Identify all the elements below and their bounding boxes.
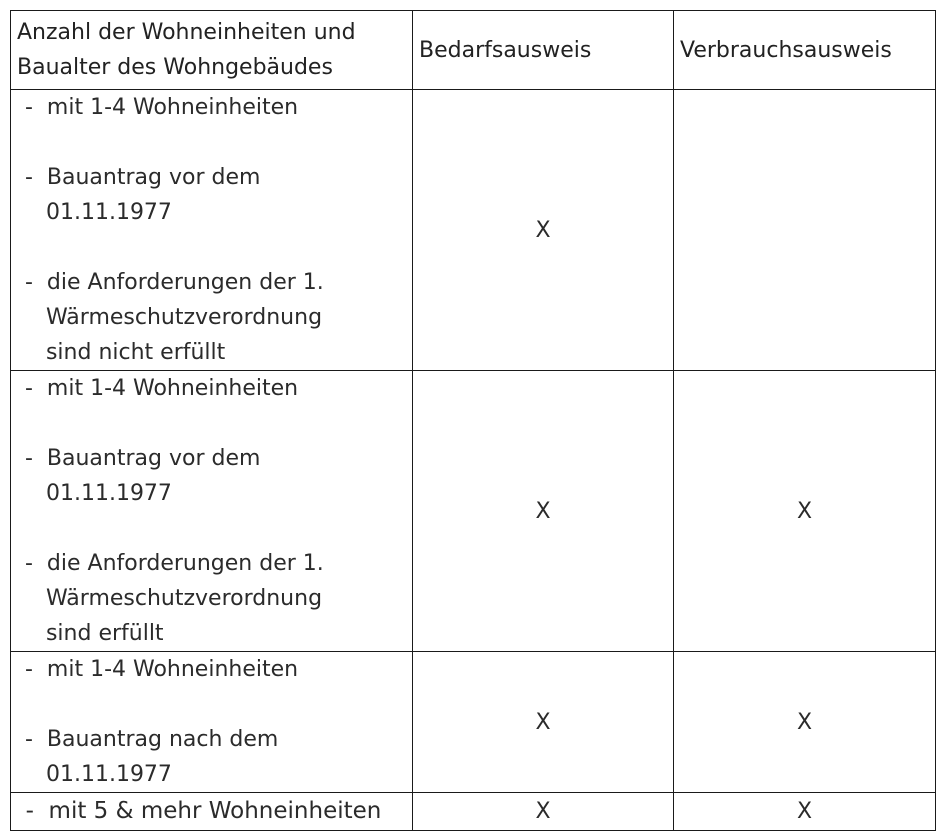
table-row <box>11 371 936 652</box>
verbrauch-mark: X <box>674 652 936 793</box>
table-row <box>11 793 936 831</box>
header-criteria <box>11 11 413 90</box>
criteria-cell <box>11 793 413 831</box>
table-row <box>11 90 936 371</box>
header-criteria-line: Baualter des Wohngebäudes <box>17 55 333 80</box>
bedarf-mark: X <box>413 652 674 793</box>
criteria-line: Wärmeschutzverordnung <box>11 305 323 330</box>
table-row <box>11 652 936 793</box>
criteria-line: - mit 5 & mehr Wohneinheiten <box>11 798 382 824</box>
criteria-line: - Bauantrag nach dem <box>11 727 279 752</box>
criteria-line: - mit 1-4 Wohneinheiten <box>11 95 299 120</box>
criteria-line: sind erfüllt <box>11 621 164 646</box>
criteria-line: 01.11.1977 <box>11 762 172 787</box>
verbrauch-mark: X <box>674 371 936 652</box>
criteria-line: 01.11.1977 <box>11 481 172 506</box>
verbrauch-mark <box>674 90 936 371</box>
table-header-row <box>11 11 936 90</box>
criteria-line: - Bauantrag vor dem <box>11 165 261 190</box>
verbrauch-mark: X <box>674 793 936 831</box>
criteria-cell <box>11 371 413 652</box>
header-criteria-line: Anzahl der Wohneinheiten und <box>17 20 356 45</box>
criteria-cell <box>11 652 413 793</box>
criteria-line: - die Anforderungen der 1. <box>11 270 324 295</box>
certificate-table <box>10 10 936 831</box>
criteria-line: - mit 1-4 Wohneinheiten <box>11 657 299 682</box>
criteria-line: - die Anforderungen der 1. <box>11 551 324 576</box>
bedarf-mark: X <box>413 90 674 371</box>
criteria-line: 01.11.1977 <box>11 200 172 225</box>
header-verbrauchsausweis: Verbrauchsausweis <box>674 11 936 90</box>
criteria-line: - mit 1-4 Wohneinheiten <box>11 376 299 401</box>
criteria-line: Wärmeschutzverordnung <box>11 586 323 611</box>
bedarf-mark: X <box>413 371 674 652</box>
bedarf-mark: X <box>413 793 674 831</box>
header-bedarfsausweis: Bedarfsausweis <box>413 11 674 90</box>
criteria-line: - Bauantrag vor dem <box>11 446 261 471</box>
criteria-cell <box>11 90 413 371</box>
criteria-line: sind nicht erfüllt <box>11 340 226 365</box>
